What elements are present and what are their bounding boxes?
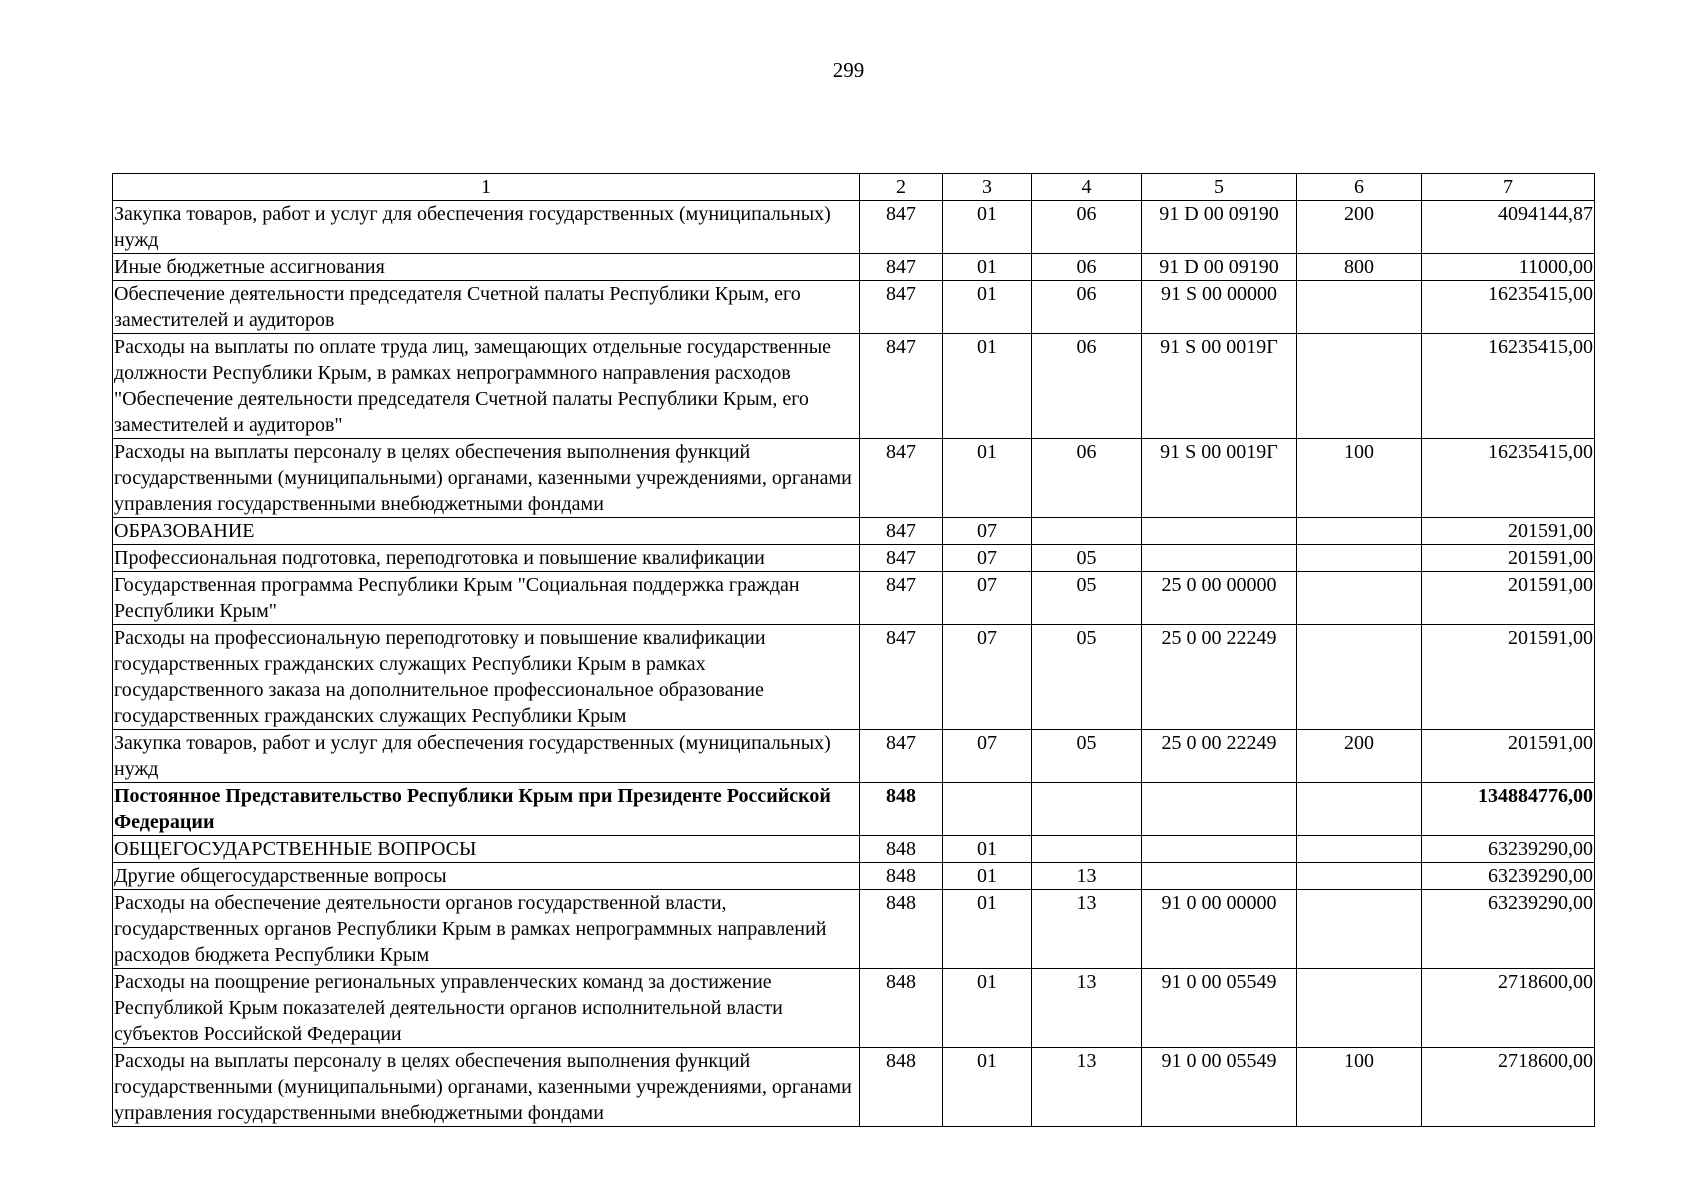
cell-expense-type [1297,783,1422,836]
cell-admin-code: 847 [860,545,943,572]
cell-name: Закупка товаров, работ и услуг для обеспечения государственных (муниципальных) нужд [113,730,860,783]
cell-expense-type [1297,625,1422,730]
cell-section: 07 [943,572,1032,625]
cell-section: 01 [943,201,1032,254]
cell-expense-type [1297,518,1422,545]
cell-admin-code: 848 [860,1048,943,1127]
cell-subsection: 05 [1032,545,1142,572]
cell-name: Закупка товаров, работ и услуг для обеспечения государственных (муниципальных) нужд [113,201,860,254]
cell-expense-type: 100 [1297,439,1422,518]
cell-section: 07 [943,545,1032,572]
cell-target-article [1142,836,1297,863]
cell-subsection: 06 [1032,334,1142,439]
cell-name: Расходы на профессиональную переподготовку и повышение квалификации государственных гражданских служащих Республики Крым в рамках государственного заказа на дополнительное профессиональное образование государственных гражданских служащих Республики Крым [113,625,860,730]
cell-target-article: 25 0 00 22249 [1142,730,1297,783]
cell-target-article: 91 S 00 0019Г [1142,334,1297,439]
cell-amount: 201591,00 [1422,545,1595,572]
cell-expense-type [1297,545,1422,572]
cell-expense-type [1297,281,1422,334]
cell-amount: 4094144,87 [1422,201,1595,254]
cell-target-article [1142,518,1297,545]
table-row [113,783,1595,836]
cell-amount: 134884776,00 [1422,783,1595,836]
cell-section: 01 [943,254,1032,281]
cell-admin-code: 847 [860,439,943,518]
cell-section: 07 [943,518,1032,545]
cell-expense-type [1297,890,1422,969]
cell-subsection: 05 [1032,730,1142,783]
cell-name: Государственная программа Республики Крым "Социальная поддержка граждан Республики Крым" [113,572,860,625]
table-row [113,1048,1595,1127]
table-row [113,281,1595,334]
cell-admin-code: 848 [860,783,943,836]
cell-amount: 201591,00 [1422,625,1595,730]
cell-name: ОБЩЕГОСУДАРСТВЕННЫЕ ВОПРОСЫ [113,836,860,863]
column-header: 5 [1142,174,1297,201]
cell-amount: 2718600,00 [1422,1048,1595,1127]
budget-table [112,173,1595,1127]
cell-subsection: 06 [1032,439,1142,518]
cell-admin-code: 848 [860,890,943,969]
cell-name: Постоянное Представительство Республики Крым при Президенте Российской Федерации [113,783,860,836]
cell-section [943,783,1032,836]
cell-name: Профессиональная подготовка, переподготовка и повышение квалификации [113,545,860,572]
cell-section: 01 [943,1048,1032,1127]
cell-admin-code: 847 [860,201,943,254]
cell-subsection: 13 [1032,890,1142,969]
cell-amount: 201591,00 [1422,518,1595,545]
cell-section: 01 [943,281,1032,334]
cell-amount: 16235415,00 [1422,334,1595,439]
cell-target-article: 91 D 00 09190 [1142,254,1297,281]
column-header: 2 [860,174,943,201]
cell-section: 01 [943,836,1032,863]
cell-subsection [1032,518,1142,545]
cell-name: Расходы на выплаты персоналу в целях обеспечения выполнения функций государственными (муниципальными) органами, казенными учреждениями, органами управления государственными внебюджетными фондами [113,1048,860,1127]
table-row [113,625,1595,730]
cell-amount: 63239290,00 [1422,836,1595,863]
cell-subsection: 06 [1032,281,1142,334]
cell-target-article [1142,545,1297,572]
cell-expense-type: 100 [1297,1048,1422,1127]
cell-admin-code: 847 [860,254,943,281]
cell-target-article: 25 0 00 22249 [1142,625,1297,730]
cell-section: 07 [943,625,1032,730]
table-row [113,969,1595,1048]
cell-expense-type [1297,572,1422,625]
column-header: 1 [113,174,860,201]
cell-amount: 16235415,00 [1422,439,1595,518]
cell-name: Расходы на выплаты персоналу в целях обеспечения выполнения функций государственными (муниципальными) органами, казенными учреждениями, органами управления государственными внебюджетными фондами [113,439,860,518]
cell-amount: 16235415,00 [1422,281,1595,334]
cell-subsection: 05 [1032,625,1142,730]
table-body [113,201,1595,1127]
page-number: 299 [832,58,865,82]
column-header: 6 [1297,174,1422,201]
cell-section: 01 [943,439,1032,518]
cell-amount: 201591,00 [1422,730,1595,783]
header-row [113,174,1595,201]
cell-expense-type [1297,863,1422,890]
cell-subsection: 06 [1032,254,1142,281]
cell-subsection [1032,783,1142,836]
table-row [113,545,1595,572]
cell-amount: 2718600,00 [1422,969,1595,1048]
table-row [113,836,1595,863]
cell-amount: 201591,00 [1422,572,1595,625]
cell-expense-type: 200 [1297,730,1422,783]
table-row [113,439,1595,518]
table-row [113,201,1595,254]
table-row [113,572,1595,625]
cell-subsection: 05 [1032,572,1142,625]
cell-name: Расходы на выплаты по оплате труда лиц, замещающих отдельные государственные должности Республики Крым, в рамках непрограммного направления расходов "Обеспечение деятельности председателя Счетной палаты Республики Крым, его заместителей и аудиторов" [113,334,860,439]
table-row [113,518,1595,545]
cell-target-article [1142,783,1297,836]
cell-admin-code: 847 [860,281,943,334]
cell-subsection [1032,836,1142,863]
cell-admin-code: 848 [860,836,943,863]
cell-section: 07 [943,730,1032,783]
cell-admin-code: 847 [860,730,943,783]
cell-amount: 63239290,00 [1422,863,1595,890]
table-row [113,730,1595,783]
table-row [113,890,1595,969]
cell-amount: 63239290,00 [1422,890,1595,969]
cell-section: 01 [943,969,1032,1048]
cell-section: 01 [943,863,1032,890]
cell-target-article: 91 S 00 00000 [1142,281,1297,334]
cell-expense-type [1297,969,1422,1048]
column-header: 7 [1422,174,1595,201]
table-row [113,863,1595,890]
table-row [113,254,1595,281]
cell-admin-code: 848 [860,863,943,890]
cell-target-article: 91 D 00 09190 [1142,201,1297,254]
cell-target-article [1142,863,1297,890]
cell-target-article: 91 0 00 05549 [1142,1048,1297,1127]
cell-name: Расходы на обеспечение деятельности органов государственной власти, государственных органов Республики Крым в рамках непрограммных направлений расходов бюджета Республики Крым [113,890,860,969]
cell-section: 01 [943,890,1032,969]
cell-section: 01 [943,334,1032,439]
cell-amount: 11000,00 [1422,254,1595,281]
cell-expense-type: 800 [1297,254,1422,281]
column-header: 4 [1032,174,1142,201]
cell-admin-code: 847 [860,625,943,730]
cell-name: Расходы на поощрение региональных управленческих команд за достижение Республикой Крым показателей деятельности органов исполнительной власти субъектов Российской Федерации [113,969,860,1048]
cell-admin-code: 847 [860,518,943,545]
cell-admin-code: 848 [860,969,943,1048]
cell-name: Иные бюджетные ассигнования [113,254,860,281]
cell-target-article: 25 0 00 00000 [1142,572,1297,625]
cell-name: Другие общегосударственные вопросы [113,863,860,890]
cell-subsection: 13 [1032,863,1142,890]
cell-expense-type [1297,836,1422,863]
cell-target-article: 91 0 00 00000 [1142,890,1297,969]
table-row [113,334,1595,439]
cell-name: Обеспечение деятельности председателя Счетной палаты Республики Крым, его заместителей и аудиторов [113,281,860,334]
cell-target-article: 91 0 00 05549 [1142,969,1297,1048]
cell-subsection: 13 [1032,969,1142,1048]
column-header: 3 [943,174,1032,201]
cell-admin-code: 847 [860,572,943,625]
cell-expense-type: 200 [1297,201,1422,254]
cell-name: ОБРАЗОВАНИЕ [113,518,860,545]
cell-subsection: 13 [1032,1048,1142,1127]
cell-expense-type [1297,334,1422,439]
cell-admin-code: 847 [860,334,943,439]
cell-target-article: 91 S 00 0019Г [1142,439,1297,518]
cell-subsection: 06 [1032,201,1142,254]
